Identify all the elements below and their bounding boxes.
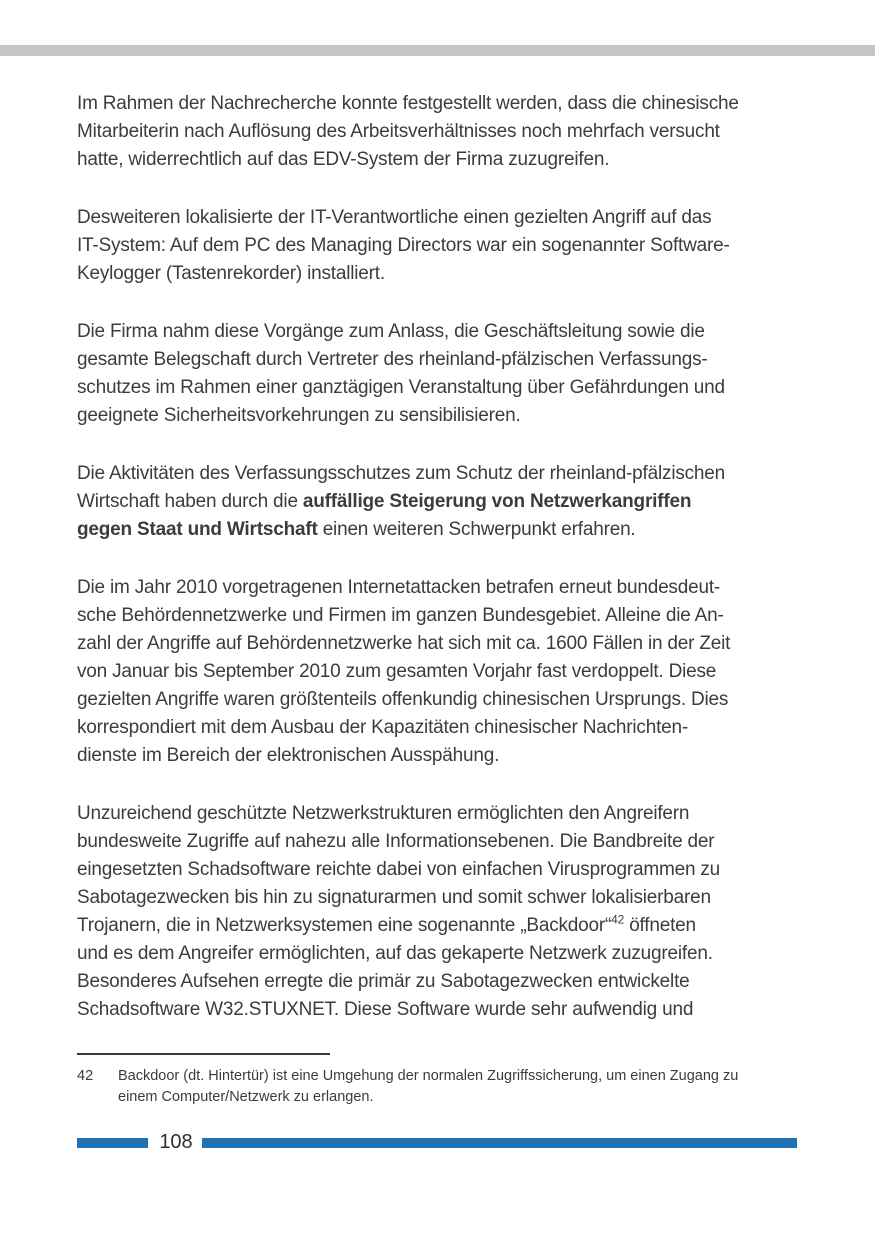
- text-line: [77, 374, 817, 402]
- footnote-reference: 42: [611, 912, 625, 927]
- text-segment: gegen Staat und Wirtschaft: [77, 519, 318, 540]
- text-segment: Die Firma nahm diese Vorgänge zum Anlass, die Geschäftsleitung sowie die: [77, 321, 705, 342]
- top-divider-bar: [0, 45, 875, 56]
- text-line: [77, 90, 817, 118]
- text-line: [77, 204, 817, 232]
- text-line: [77, 488, 817, 516]
- footnote-lines: [77, 1066, 817, 1108]
- text-line: [77, 460, 817, 488]
- text-line: [77, 346, 817, 374]
- footnote-number: 42: [77, 1068, 94, 1084]
- page-number: 108: [159, 1131, 193, 1153]
- paragraph: [77, 800, 817, 1024]
- text-line: [77, 912, 817, 940]
- text-line: [77, 602, 817, 630]
- text-segment: Besonderes Aufsehen erregte die primär zu Sabotagezwecken entwickelte: [77, 971, 690, 992]
- text-line: [77, 742, 817, 770]
- text-line: [77, 996, 817, 1024]
- text-line: [77, 318, 817, 346]
- text-line: [77, 260, 817, 288]
- footnote-line: Backdoor (dt. Hintertür) ist eine Umgehung der normalen Zugriffssicherung, um einen Zugang zu: [118, 1068, 739, 1084]
- paragraph: [77, 90, 817, 174]
- paragraph: [77, 460, 817, 544]
- text-segment: gesamte Belegschaft durch Vertreter des rheinland-pfälzischen Verfassungs-: [77, 349, 708, 370]
- footnote-line: einem Computer/Netzwerk zu erlangen.: [118, 1089, 374, 1105]
- text-segment: korrespondiert mit dem Ausbau der Kapazitäten chinesischer Nachrichten-: [77, 717, 689, 738]
- text-line: [77, 146, 817, 174]
- text-segment: von Januar bis September 2010 zum gesamten Vorjahr fast verdoppelt. Diese: [77, 661, 717, 682]
- text-segment: sche Behördennetzwerke und Firmen im ganzen Bundesgebiet. Alleine die An-: [77, 605, 724, 626]
- text-line: [77, 800, 817, 828]
- text-segment: Trojanern, die in Netzwerksystemen eine sogenannte „Backdoor“: [77, 915, 612, 936]
- paragraph: [77, 574, 817, 770]
- text-line: [77, 232, 817, 260]
- footnote-divider: [77, 1053, 330, 1055]
- footer-accent-bar-right: [202, 1138, 797, 1148]
- text-segment: Die Aktivitäten des Verfassungsschutzes zum Schutz der rheinland-pfälzischen: [77, 463, 726, 484]
- text-segment: Schadsoftware W32.STUXNET. Diese Software wurde sehr aufwendig und: [77, 999, 694, 1020]
- text-line: [77, 402, 817, 430]
- text-segment: gezielten Angriffe waren größtenteils offenkundig chinesischen Ursprungs. Dies: [77, 689, 729, 710]
- text-segment: Die im Jahr 2010 vorgetragenen Internetattacken betrafen erneut bundesdeut-: [77, 577, 721, 598]
- text-line: [77, 630, 817, 658]
- text-line: [77, 658, 817, 686]
- text-line: [77, 118, 817, 146]
- text-line: [77, 574, 817, 602]
- text-segment: Wirtschaft haben durch die: [77, 491, 303, 512]
- text-block: [77, 90, 817, 1054]
- text-line: [77, 968, 817, 996]
- text-segment: einen weiteren Schwerpunkt erfahren.: [317, 519, 636, 540]
- text-segment: auffällige Steigerung von Netzwerkangriffen: [302, 491, 692, 512]
- text-line: [77, 828, 817, 856]
- text-segment: Unzureichend geschützte Netzwerkstrukturen ermöglichten den Angreifern: [77, 803, 690, 824]
- text-line: [77, 714, 817, 742]
- paragraph: [77, 204, 817, 288]
- footnote: [77, 1066, 817, 1108]
- text-line: [77, 940, 817, 968]
- paragraph: [77, 318, 817, 430]
- text-line: [77, 516, 817, 544]
- footer-accent-bar-left: [77, 1138, 148, 1148]
- text-segment: bundesweite Zugriffe auf nahezu alle Informationsebenen. Die Bandbreite der: [77, 831, 715, 852]
- text-segment: geeignete Sicherheitsvorkehrungen zu sensibilisieren.: [77, 405, 521, 426]
- text-segment: Sabotagezwecken bis hin zu signaturarmen und somit schwer lokalisierbaren: [77, 887, 711, 908]
- page-footer: [0, 1128, 875, 1158]
- text-segment: zahl der Angriffe auf Behördennetzwerke hat sich mit ca. 1600 Fällen in der Zeit: [77, 633, 731, 654]
- text-segment: Mitarbeiterin nach Auflösung des Arbeitsverhältnisses noch mehrfach versucht: [77, 121, 720, 142]
- text-segment: Desweiteren lokalisierte der IT-Verantwortliche einen gezielten Angriff auf das: [77, 207, 712, 228]
- text-segment: hatte, widerrechtlich auf das EDV-System der Firma zuzugreifen.: [77, 149, 610, 170]
- text-segment: und es dem Angreifer ermöglichten, auf das gekaperte Netzwerk zuzugreifen.: [77, 943, 713, 964]
- text-segment: eingesetzten Schadsoftware reichte dabei von einfachen Virusprogrammen zu: [77, 859, 721, 880]
- text-segment: Keylogger (Tastenrekorder) installiert.: [77, 263, 385, 284]
- text-segment: öffneten: [624, 915, 696, 936]
- text-line: [77, 884, 817, 912]
- text-segment: schutzes im Rahmen einer ganztägigen Veranstaltung über Gefährdungen und: [77, 377, 725, 398]
- text-segment: IT-System: Auf dem PC des Managing Directors war ein sogenannter Software-: [77, 235, 730, 256]
- text-segment: dienste im Bereich der elektronischen Ausspähung.: [77, 745, 500, 766]
- text-line: [77, 686, 817, 714]
- text-line: [77, 856, 817, 884]
- text-segment: Im Rahmen der Nachrecherche konnte festgestellt werden, dass die chinesische: [77, 93, 739, 114]
